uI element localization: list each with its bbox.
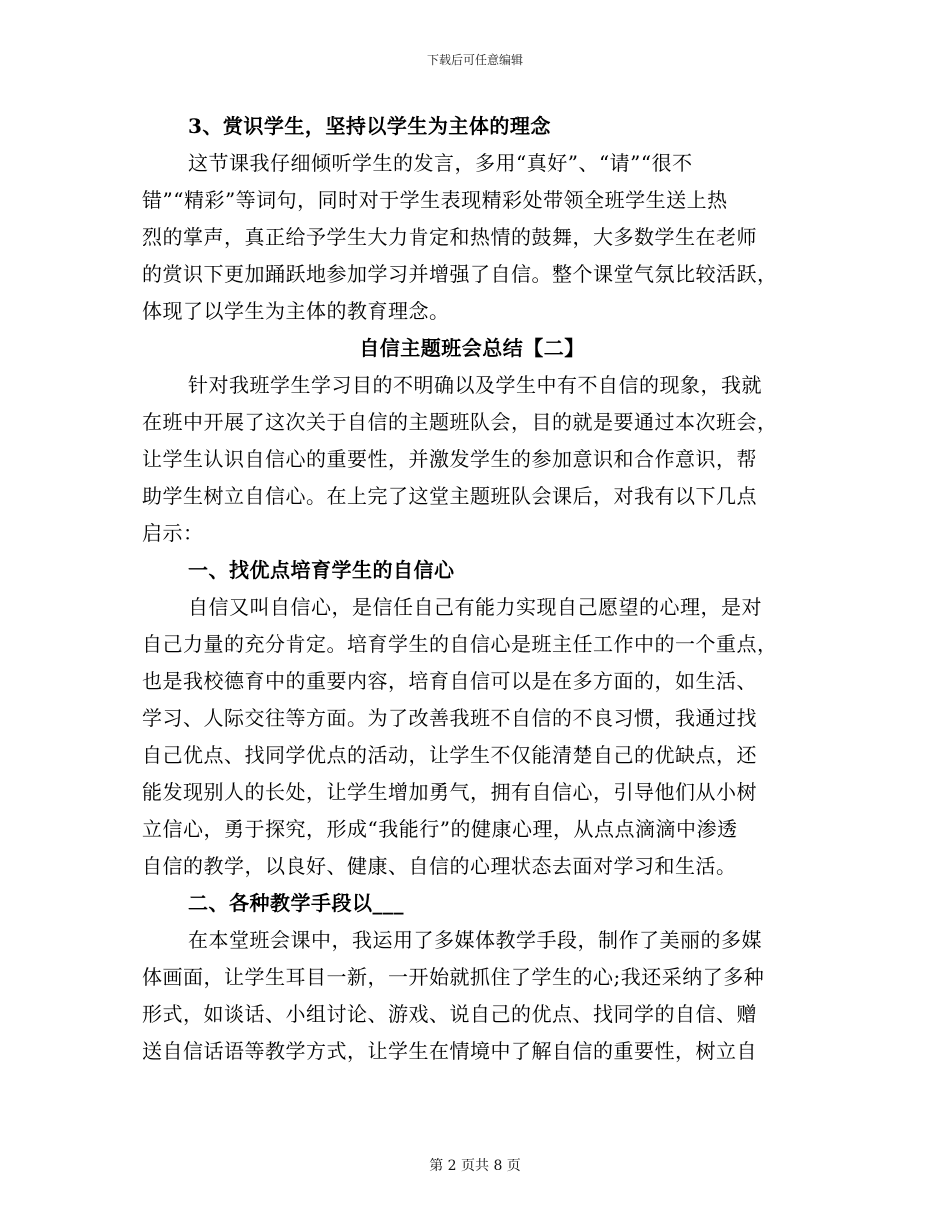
body-line: 学习、人际交往等方面。为了改善我班不自信的不良习惯，我通过找 xyxy=(142,706,757,730)
body-line: 也是我校德育中的重要内容，培育自信可以是在多方面的，如生活、 xyxy=(142,669,757,693)
article-title: 自信主题班会总结【二】 xyxy=(359,336,585,360)
body-line: 体画面，让学生耳目一新，一开始就抓住了学生的心;我还采纳了多种 xyxy=(142,965,765,989)
body-line: 的赏识下更加踊跃地参加学习并增强了自信。整个课堂气氛比较活跃， xyxy=(142,262,778,286)
body-line: 这节课我仔细倾听学生的发言，多用“真好”、“请”“很不 xyxy=(188,151,693,175)
section-heading-appreciate-students: 3、赏识学生，坚持以学生为主体的理念 xyxy=(188,114,551,138)
body-line: 启示： xyxy=(142,521,204,545)
body-line: 在本堂班会课中，我运用了多媒体教学手段，制作了美丽的多媒 xyxy=(188,928,762,952)
body-line: 自己优点、找同学优点的活动，让学生不仅能清楚自己的优缺点，还 xyxy=(142,743,757,767)
body-line: 错”“精彩”等词句，同时对于学生表现精彩处带领全班学生送上热 xyxy=(142,188,728,212)
body-line: 形式，如谈话、小组讨论、游戏、说自己的优点、找同学的自信、赠 xyxy=(142,1002,757,1026)
body-line: 自己力量的充分肯定。培育学生的自信心是班主任工作中的一个重点， xyxy=(142,632,778,656)
body-line: 烈的掌声，真正给予学生大力肯定和热情的鼓舞，大多数学生在老师 xyxy=(142,225,757,249)
body-line: 立信心，勇于探究，形成“我能行”的健康心理，从点点滴滴中渗透 xyxy=(142,817,738,841)
body-line: 体现了以学生为主体的教育理念。 xyxy=(142,299,450,323)
body-line: 能发现别人的长处，让学生增加勇气，拥有自信心，引导他们从小树 xyxy=(142,780,757,804)
body-line: 送自信话语等教学方式，让学生在情境中了解自信的重要性，树立自 xyxy=(142,1039,757,1063)
section-heading-find-strengths: 一、找优点培育学生的自信心 xyxy=(188,558,455,582)
page-number: 第 2 页共 8 页 xyxy=(429,1158,521,1174)
document-body xyxy=(142,108,802,1070)
section-heading-teaching-methods: 二、各种教学手段以___ xyxy=(188,891,404,915)
body-line: 自信又叫自信心，是信任自己有能力实现自己愿望的心理，是对 xyxy=(188,595,762,619)
body-line: 针对我班学生学习目的不明确以及学生中有不自信的现象，我就 xyxy=(188,373,762,397)
page-header: 下载后可任意编辑 xyxy=(426,53,523,67)
body-line: 在班中开展了这次关于自信的主题班队会，目的就是要通过本次班会， xyxy=(142,410,778,434)
body-line: 让学生认识自信心的重要性，并激发学生的参加意识和合作意识，帮 xyxy=(142,447,757,471)
body-line: 助学生树立自信心。在上完了这堂主题班队会课后，对我有以下几点 xyxy=(142,484,757,508)
body-line: 自信的教学，以良好、健康、自信的心理状态去面对学习和生活。 xyxy=(142,854,737,878)
